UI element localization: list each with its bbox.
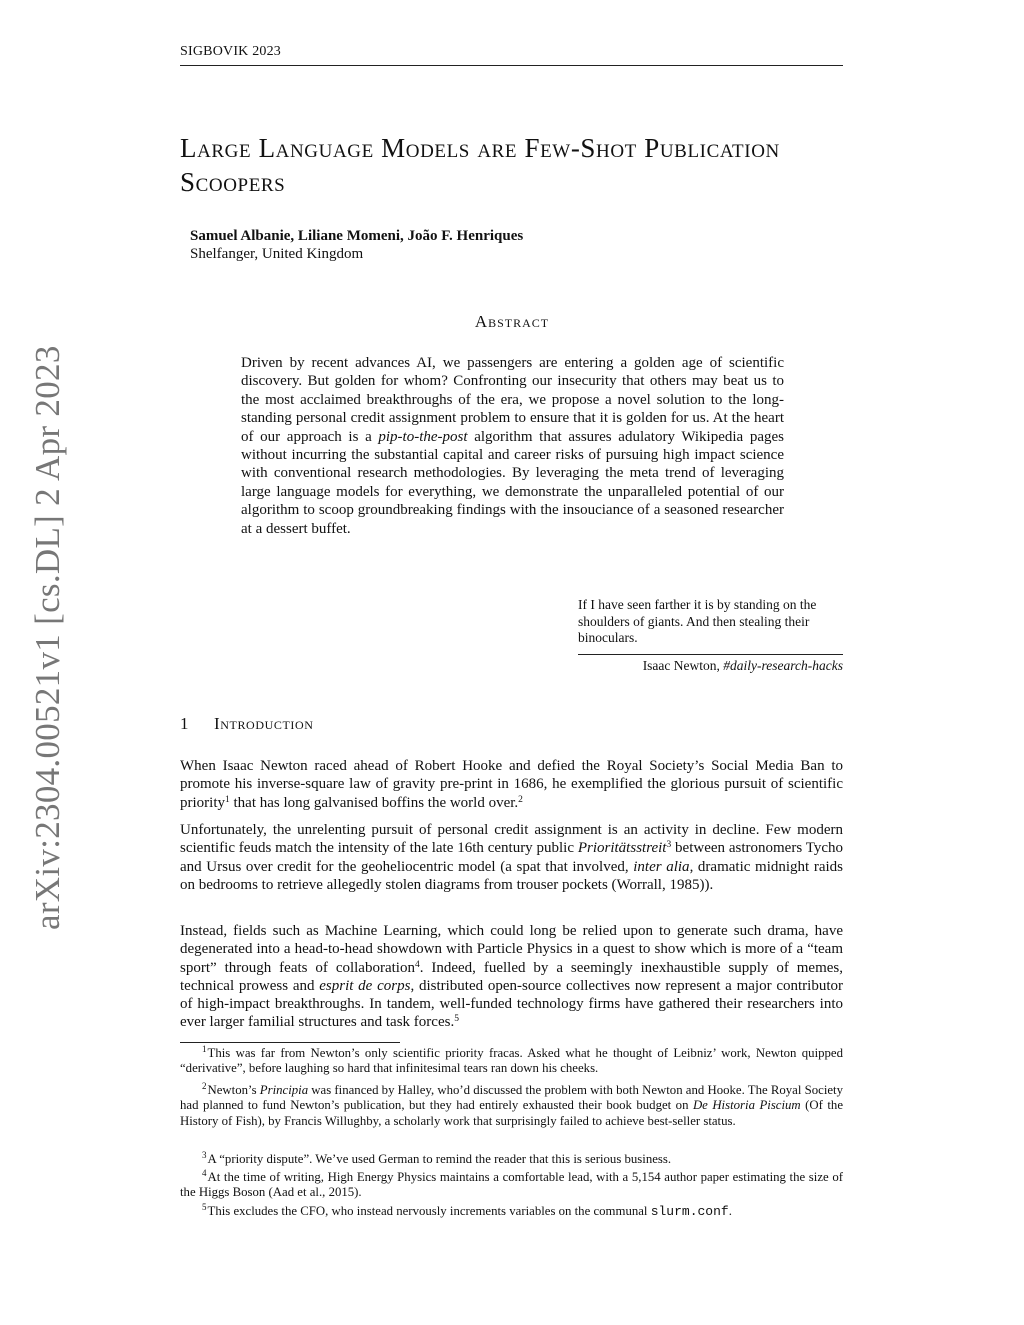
footnote-rule (180, 1042, 400, 1043)
p2-text-a: Unfortunately, the unrelenting pursuit of personal credit assignment is an activity in decline. Few modern scientific feuds match the intensity of the late 16th century public (180, 822, 843, 857)
footnote-1 (180, 1046, 843, 1077)
running-head: SIGBOVIK 2023 (180, 44, 281, 59)
affiliation: Shelfanger, United Kingdom (190, 246, 364, 262)
footnote-3-text: A “priority dispute”. We’ve used German to remind the reader that this is serious business. (207, 1152, 672, 1166)
abstract-body (241, 354, 784, 538)
p3-emphasis: esprit de corps (319, 977, 411, 994)
paragraph-3 (180, 922, 843, 1032)
section-heading (180, 714, 314, 734)
p3-text-a: Instead, fields such as Machine Learning, which could long be relied upon to generate such drama, have degenerated into a head-to-head showdown with Particle Physics in a quest to show which is more of a “team sport” through feats of collaboration (180, 923, 843, 976)
footnote-2-text-a: Newton’s (207, 1083, 260, 1097)
paragraph-2 (180, 821, 843, 894)
footnote-4 (180, 1170, 843, 1201)
footnote-ref-4[interactable]: 4 (414, 959, 420, 970)
footnote-4-mark: 4 (202, 1168, 207, 1178)
footnote-ref-5[interactable]: 5 (454, 1014, 459, 1025)
abstract-heading: Abstract (474, 312, 550, 331)
section-number: 1 (180, 714, 189, 733)
footnote-2 (180, 1083, 843, 1129)
footnote-2-text-c: (Of the History of Fish), by Francis Willughby, a scholarly work that surprisingly failed to achieve best-seller status. (180, 1098, 844, 1128)
epigraph-tag: #daily-research-hacks (723, 658, 843, 673)
epigraph-rule (578, 654, 843, 655)
footnote-2-text-b: was financed by Halley, who’d discussed the problem with both Newton and Hooke. The Royal Society had planned to fund Newton’s publication, but they had entirely exhausted their book budget on (180, 1083, 844, 1113)
abstract-text-a: Driven by recent advances AI, we passengers are entering a golden age of scientific discovery. But golden for whom? Confronting our insecurity that others may beat us to the most acclaimed breakthroughs of the era, we propose a novel solution to the long-standing personal credit assignment problem to ensure that it is golden for us. At the heart of our approach is a (241, 355, 784, 445)
footnote-ref-1[interactable]: 1 (225, 794, 230, 805)
footnote-2-emphasis: Principia (259, 1083, 309, 1097)
footnote-2-mark: 2 (202, 1081, 207, 1091)
p1-text-a: When Isaac Newton raced ahead of Robert Hooke and defied the Royal Society’s Social Media Ban to promote his inverse-square law of gravity pre-print in 1686, he exemplified the glorious pursuit of scientific priority (180, 758, 843, 811)
paper-title: Large Language Models are Few-Shot Publication Scoopers (180, 133, 780, 197)
epigraph-author: Isaac Newton, (642, 658, 724, 673)
p3-text-c: , distributed open-source collectives now represent a major contributor of high-impact breakthroughs. In tandem, well-funded technology firms have gathered their researchers into ever larger familial structures and task forces. (180, 977, 843, 1031)
footnote-3-mark: 3 (202, 1150, 207, 1160)
abstract-emphasis: pip-to-the-post (378, 428, 468, 445)
p2-emphasis: Prioritätsstreit (577, 840, 667, 857)
footnote-4-text: At the time of writing, High Energy Physics maintains a comfortable lead, with a 5,154 author paper estimating the size of the Higgs Boson (Aad et al., 2015). (180, 1170, 843, 1200)
footnote-2-emphasis-2: De Historia Piscium (692, 1098, 801, 1113)
footnote-3 (180, 1152, 843, 1167)
footnote-ref-3[interactable]: 3 (666, 840, 672, 851)
p3-text-b: . Indeed, fuelled by a seemingly inexhaustible supply of memes, technical prowess and (180, 959, 843, 994)
footnote-5-text-b: . (728, 1204, 732, 1218)
footnote-5-text-a: This excludes the CFO, who instead nervously increments variables on the communal (207, 1204, 651, 1218)
author-list: Samuel Albanie, Liliane Momeni, João F. Henriques (190, 228, 524, 244)
footnote-5-code: slurm.conf (650, 1204, 729, 1219)
paragraph-1 (180, 757, 843, 812)
p1-text-b: that has long galvanised boffins the world over. (229, 794, 519, 811)
section-title: Introduction (214, 714, 314, 733)
footnote-1-text: This was far from Newton’s only scientific priority fracas. Asked what he thought of Leibniz’ work, Newton quipped “derivative”, before laughing so hard that infinitesimal tears ran down his cheeks. (180, 1046, 843, 1076)
header-rule (180, 65, 843, 66)
epigraph-quote: If I have seen farther it is by standing on the shoulders of giants. And then stealing their binoculars. (578, 597, 817, 645)
p2-text-c: , dramatic midnight raids on bedrooms to retrieve allegedly stolen diagrams from trouser pockets (Worrall, 1985)). (180, 858, 843, 893)
footnote-5 (180, 1204, 843, 1219)
footnote-1-mark: 1 (202, 1044, 207, 1054)
p2-text-b: between astronomers Tycho and Ursus over credit for the geoheliocentric model (a spat that involved, (180, 840, 843, 875)
p2-emphasis-2: inter alia (633, 858, 690, 875)
epigraph-attribution (578, 658, 843, 674)
abstract-text-b: algorithm that assures adulatory Wikipedia pages without incurring the substantial capital and career risks of pursuing high impact science with conventional research methodologies. By leveraging the meta trend of leveraging large language models for everything, we demonstrate the unparalleled potential of our algorithm to scoop groundbreaking findings with the insouciance of a seasoned researcher at a dessert buffet. (241, 428, 784, 537)
footnote-5-mark: 5 (202, 1202, 207, 1212)
footnote-ref-2[interactable]: 2 (518, 794, 523, 805)
